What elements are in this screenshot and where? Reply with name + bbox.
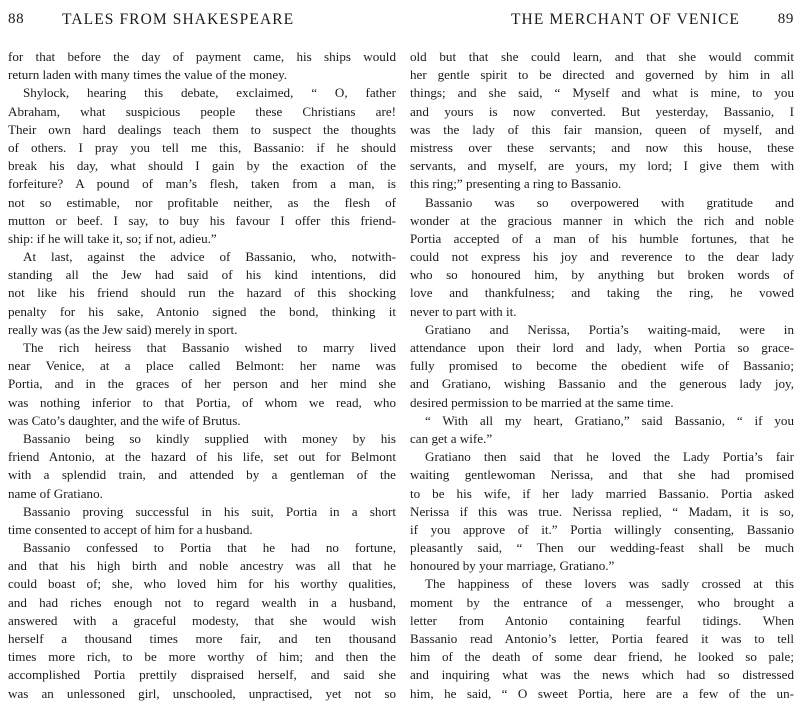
text-line: could not express his joy and reverence to the dear lady bbox=[410, 249, 794, 265]
text-line: At last, against the advice of Bassanio, who, notwith- bbox=[23, 249, 396, 265]
text-line: mistress over these servants; and now this house, these bbox=[410, 139, 794, 155]
text-line: Gratiano and Nerissa, Portia’s waiting-maid, were in bbox=[425, 321, 794, 337]
text-line: Abraham, what suspicious people these Christians are! bbox=[8, 103, 396, 119]
right-page-text bbox=[410, 48, 794, 703]
left-running-title: TALES FROM SHAKESPEARE bbox=[62, 11, 295, 28]
text-line: The rich heiress that Bassanio wished to marry lived bbox=[23, 340, 396, 355]
text-line: moment by the entrance of a messenger, who brought a bbox=[410, 594, 794, 610]
text-line: never to part with it. bbox=[410, 303, 517, 319]
text-line: and Gratiano, wishing Bassanio and the generous lady joy, bbox=[410, 376, 794, 392]
text-line: was Cato’s daughter, and the wife of Brutus. bbox=[8, 412, 241, 428]
text-line: was nothing inferior to that Portia, of whom we read, who bbox=[8, 394, 396, 410]
text-line: desired permission to be married at the same time. bbox=[410, 394, 674, 410]
text-line: name of Gratiano. bbox=[8, 485, 103, 501]
left-running-head bbox=[8, 11, 396, 33]
text-line: pleasantly said, “ Then our wedding-feast shall be much bbox=[410, 540, 794, 556]
text-line: herself a thousand times more fair, and ten thousand bbox=[8, 631, 396, 646]
text-line: old but that she could learn, and that she would commit bbox=[410, 49, 794, 64]
text-line: can get a wife.” bbox=[410, 430, 493, 446]
text-line: attendance upon their lord and lady, when Portia so grace- bbox=[410, 340, 794, 355]
text-line: and that his high birth and noble ancestry was all that he bbox=[8, 558, 396, 574]
text-line: and inquiring what was the news which had so distressed bbox=[410, 667, 794, 683]
text-line: for that before the day of payment came, his ships would bbox=[8, 49, 396, 64]
text-line: Bassanio was so overpowered with gratitude and bbox=[425, 194, 794, 210]
text-line: Shylock, hearing this debate, exclaimed, “ O, father bbox=[23, 85, 396, 101]
text-line: was an unlessoned girl, unschooled, unpractised, yet not so bbox=[8, 685, 396, 701]
text-line: and had riches enough not to regard wealth in a husband, bbox=[8, 594, 396, 610]
text-line: really was (as the Jew said) merely in sport. bbox=[8, 321, 238, 337]
text-line: accomplished Portia prettily dispraised herself, and said she bbox=[8, 667, 396, 683]
text-line: of others. I pray you tell me this, Bassanio: if he should bbox=[8, 139, 396, 155]
text-line: fully promised to become the obedient wife of Bassanio; bbox=[410, 358, 794, 374]
text-line: with a splendid train, and attended by a gentleman of the bbox=[8, 467, 396, 483]
text-line: times more rich, to be more worthy of him; and then the bbox=[8, 649, 396, 665]
text-line: Bassanio confessed to Portia that he had no fortune, bbox=[23, 540, 396, 556]
text-line: penalty for his sake, Antonio signed the bond, thinking it bbox=[8, 303, 396, 319]
left-page-number: 88 bbox=[8, 11, 25, 27]
text-line: Gratiano then said that he loved the Lady Portia’s fair bbox=[425, 449, 794, 465]
text-line: him, he said, “ O sweet Portia, here are a few of the un- bbox=[410, 685, 794, 701]
text-line: Portia, and in the graces of her person and her mind she bbox=[8, 376, 396, 392]
text-line: to be his wife, if her lady married Bassanio. Portia asked bbox=[410, 485, 794, 501]
right-page bbox=[410, 0, 794, 701]
text-line: friend Antonio, at the hazard of his life, set out for Belmont bbox=[8, 449, 396, 465]
text-line: could boast of; she, who loved him for his worthy qualities, bbox=[8, 576, 396, 592]
text-line: not like his friend should run the hazard of this shocking bbox=[8, 285, 396, 301]
text-line: and yours is now converted. But yesterday, Bassanio, I bbox=[410, 103, 794, 119]
text-line: return laden with many times the value of the money. bbox=[8, 67, 288, 83]
text-line: this ring;” presenting a ring to Bassanio. bbox=[410, 176, 622, 192]
text-line: who so honoured him, by anything but broken words of bbox=[410, 267, 794, 283]
text-line: love and thankfulness; and taking the ring, he vowed bbox=[410, 285, 794, 301]
text-line: Nerissa if this was true. Nerissa replied, “ Madam, it is so, bbox=[410, 503, 794, 519]
text-line: if you approve of it.” Portia willingly consenting, Bassanio bbox=[410, 521, 794, 537]
text-line: ship: if he will take it, so; if not, adieu.” bbox=[8, 230, 217, 246]
text-line: him of the death of some dear friend, he looked so pale; bbox=[410, 649, 794, 665]
text-line: Bassanio being so kindly supplied with money by his bbox=[23, 430, 396, 446]
text-line: The happiness of these lovers was sadly crossed at this bbox=[425, 576, 794, 592]
text-line: answered with a graceful modesty, that she would wish bbox=[8, 612, 396, 628]
text-line: “ With all my heart, Gratiano,” said Bassanio, “ if you bbox=[425, 412, 794, 428]
text-line: Bassanio proving successful in his suit, Portia in a short bbox=[23, 503, 396, 519]
right-running-title: THE MERCHANT OF VENICE bbox=[510, 11, 740, 28]
text-line: honoured by your marriage, Gratiano.” bbox=[410, 558, 615, 574]
text-line: near Venice, at a place called Belmont: her name was bbox=[8, 358, 396, 374]
right-page-number: 89 bbox=[777, 11, 794, 27]
text-line: things; and she said, “ Myself and what is mine, to you bbox=[410, 85, 794, 101]
text-line: servants, and myself, are yours, my lord; I give them with bbox=[410, 158, 794, 174]
text-line: Portia accepted of a man of his humble fortunes, that he bbox=[410, 230, 794, 246]
text-line: mutton or beef. I say, to buy his favour I offer this friend- bbox=[8, 212, 396, 228]
text-line: standing all the Jew had said of his kind intentions, did bbox=[8, 267, 396, 283]
right-running-head bbox=[410, 11, 794, 33]
text-line: not so estimable, nor profitable neither, as the flesh of bbox=[8, 194, 396, 210]
text-line: was the lady of this fair mansion, queen of myself, and bbox=[410, 121, 794, 137]
left-page-text bbox=[8, 48, 396, 703]
left-page bbox=[8, 0, 396, 701]
text-line: forfeiture? A pound of man’s flesh, taken from a man, is bbox=[8, 176, 396, 192]
text-line: Bassanio read Antonio’s letter, Portia feared it was to tell bbox=[410, 631, 794, 646]
text-line: wonder at the gracious manner in which the rich and noble bbox=[410, 212, 794, 228]
text-line: letter from Antonio containing fearful tidings. When bbox=[410, 612, 794, 628]
text-line: waiting gentlewoman Nerissa, and that she had promised bbox=[410, 467, 794, 483]
text-line: break his day, what should I gain by the exaction of the bbox=[8, 158, 396, 174]
text-line: Their own hard dealings teach them to suspect the thoughts bbox=[8, 121, 396, 137]
text-line: her gentle spirit to be directed and governed by him in all bbox=[410, 67, 794, 83]
text-line: time consented to accept of him for a husband. bbox=[8, 521, 253, 537]
